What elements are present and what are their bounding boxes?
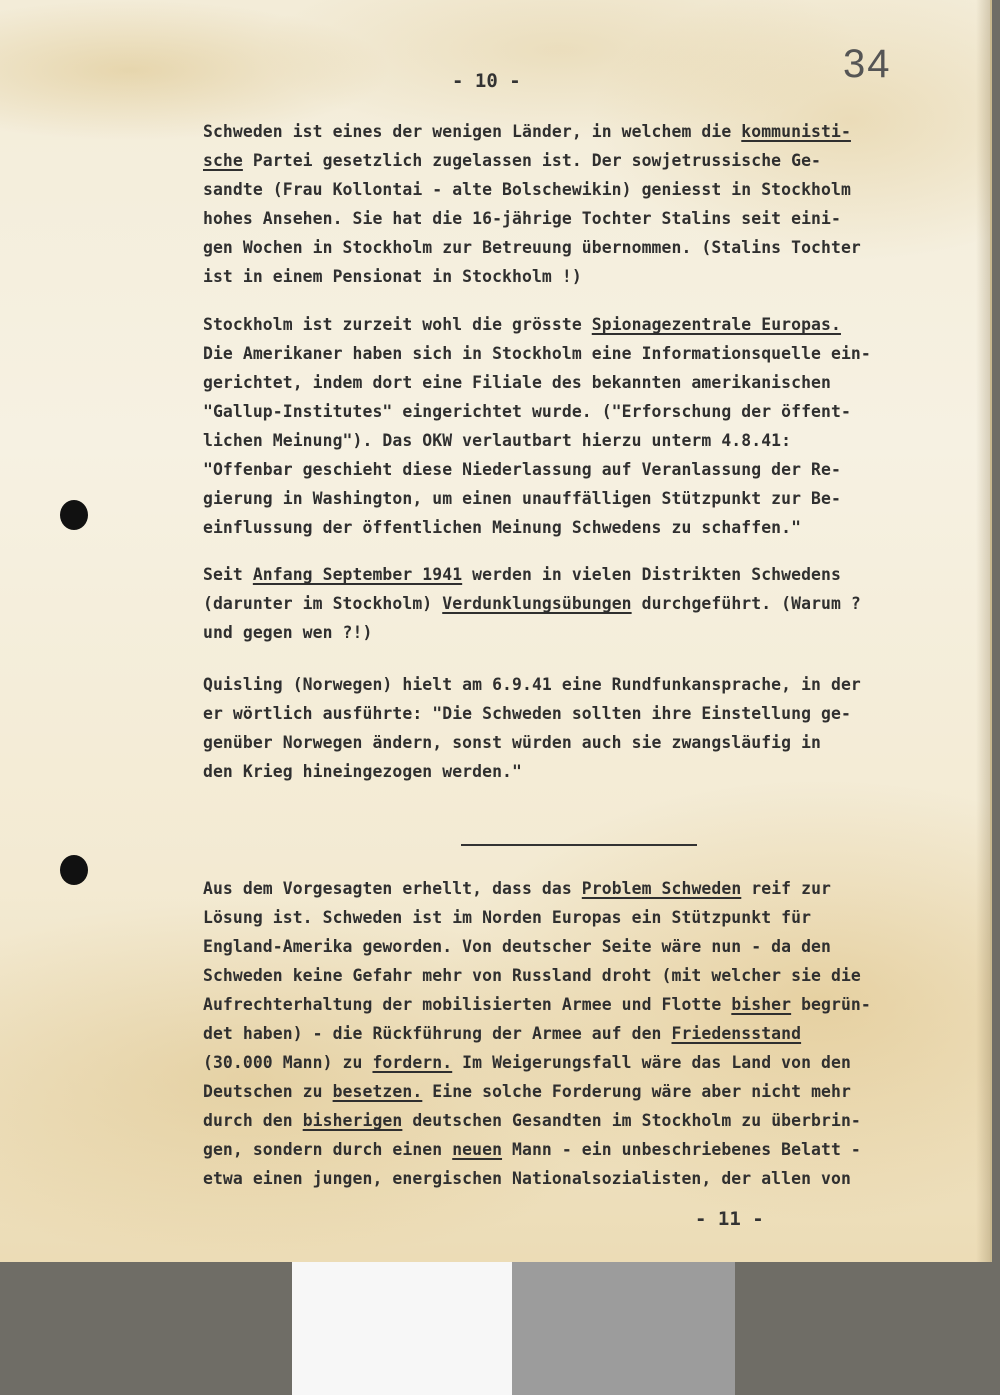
scan-calibration-target [292, 1262, 735, 1395]
text-segment: Im Weigerungsfall wäre das Land von den [452, 1053, 851, 1072]
text-segment: "Gallup-Institutes" eingerichtet wurde. ("Erforschung der öffent- [203, 402, 851, 421]
page-header-number: - 10 - [452, 70, 521, 92]
text-segment: sandte (Frau Kollontai - alte Bolschewikin) geniesst in Stockholm [203, 180, 851, 199]
underlined-text: Anfang September 1941 [252, 565, 463, 584]
text-segment: Mann - ein unbeschriebenes Belatt - [502, 1140, 861, 1159]
text-segment: gen Wochen in Stockholm zur Betreuung übernommen. (Stalins Tochter [203, 238, 861, 257]
text-segment: (darunter im Stockholm) [203, 594, 443, 613]
text-line [203, 589, 861, 618]
text-line [203, 1135, 871, 1164]
text-line [203, 426, 871, 455]
text-segment: det haben) - die Rückführung der Armee auf den [203, 1024, 672, 1043]
text-segment: begrün- [791, 995, 871, 1014]
text-line [203, 1019, 871, 1048]
text-segment: reif zur [741, 879, 832, 898]
text-segment: er wörtlich ausführte: "Die Schweden sollten ihre Einstellung ge- [203, 704, 851, 723]
text-segment: und gegen wen ?!) [203, 623, 373, 642]
paragraph-problem-sweden [203, 874, 871, 1193]
text-segment: Quisling (Norwegen) hielt am 6.9.41 eine Rundfunkansprache, in der [203, 675, 861, 694]
text-segment: durchgeführt. (Warum ? [631, 594, 861, 613]
text-line [203, 368, 871, 397]
calibration-gray-patch [512, 1262, 735, 1395]
text-line [203, 903, 871, 932]
paragraph-communist-party [203, 117, 861, 291]
text-segment: Seit [203, 565, 253, 584]
text-segment: Die Amerikaner haben sich in Stockholm eine Informationsquelle ein- [203, 344, 871, 363]
paragraph-espionage [203, 310, 871, 542]
text-segment: deutschen Gesandten im Stockholm zu überbrin- [402, 1111, 861, 1130]
text-line [203, 874, 871, 903]
underlined-text: bisher [731, 995, 792, 1014]
text-segment: werden in vielen Distrikten Schwedens [462, 565, 841, 584]
underlined-text: sche [203, 151, 243, 170]
text-line [203, 117, 861, 146]
underlined-text: Verdunklungsübungen [442, 594, 632, 613]
text-line [203, 699, 861, 728]
text-segment: Aus dem Vorgesagten erhellt, dass das [203, 879, 582, 898]
text-segment: (30.000 Mann) zu [203, 1053, 373, 1072]
text-line [203, 728, 861, 757]
text-line [203, 961, 871, 990]
text-segment: Deutschen zu [203, 1082, 333, 1101]
page-footer-number: - 11 - [695, 1208, 764, 1230]
underlined-text: Friedensstand [671, 1024, 802, 1043]
underlined-text: bisherigen [302, 1111, 403, 1130]
text-line [203, 310, 871, 339]
section-divider [461, 844, 697, 846]
underlined-text: fordern. [372, 1053, 453, 1072]
text-line [203, 670, 861, 699]
text-segment: Eine solche Forderung wäre aber nicht mehr [422, 1082, 851, 1101]
text-segment: Schweden keine Gefahr mehr von Russland droht (mit welcher sie die [203, 966, 861, 985]
text-line [203, 560, 861, 589]
underlined-text: Problem Schweden [581, 879, 742, 898]
punch-hole-upper [60, 500, 88, 530]
paragraph-quisling [203, 670, 861, 786]
text-segment: gierung in Washington, um einen unauffälligen Stützpunkt zur Be- [203, 489, 841, 508]
text-segment: Stockholm ist zurzeit wohl die grösste [203, 315, 592, 334]
text-line [203, 262, 861, 291]
underlined-text: besetzen. [332, 1082, 423, 1101]
text-line [203, 233, 861, 262]
text-line [203, 175, 861, 204]
underlined-text: Spionagezentrale Europas. [591, 315, 841, 334]
text-segment: England-Amerika geworden. Von deutscher Seite wäre nun - da den [203, 937, 831, 956]
text-line [203, 932, 871, 961]
text-line [203, 1106, 871, 1135]
text-line [203, 1048, 871, 1077]
text-segment: genüber Norwegen ändern, sonst würden auch sie zwangsläufig in [203, 733, 822, 752]
text-line [203, 397, 871, 426]
underlined-text: kommunisti- [741, 122, 851, 141]
text-line [203, 339, 871, 368]
text-segment: durch den [203, 1111, 303, 1130]
text-segment: gen, sondern durch einen [203, 1140, 453, 1159]
text-segment: den Krieg hineingezogen werden." [203, 762, 522, 781]
text-line [203, 990, 871, 1019]
text-segment: Lösung ist. Schweden ist im Norden Europas ein Stützpunkt für [203, 908, 812, 927]
page-edge-shadow [976, 0, 990, 1262]
text-segment: einflussung der öffentlichen Meinung Schwedens zu schaffen." [203, 518, 802, 537]
text-line [203, 757, 861, 786]
text-segment: etwa einen jungen, energischen Nationalsozialisten, der allen von [203, 1169, 851, 1188]
text-segment: Partei gesetzlich zugelassen ist. Der sowjetrussische Ge- [242, 151, 822, 170]
text-segment: Aufrechterhaltung der mobilisierten Armee und Flotte [203, 995, 732, 1014]
text-segment: ist in einem Pensionat in Stockholm !) [203, 267, 582, 286]
underlined-text: neuen [452, 1140, 503, 1159]
punch-hole-lower [60, 855, 88, 885]
text-segment: hohes Ansehen. Sie hat die 16-jährige Tochter Stalins seit eini- [203, 209, 841, 228]
text-line [203, 618, 861, 647]
text-line [203, 146, 861, 175]
text-segment: lichen Meinung"). Das OKW verlautbart hierzu unterm 4.8.41: [203, 431, 792, 450]
text-line [203, 513, 871, 542]
text-line [203, 204, 861, 233]
folio-number: 34 [843, 42, 892, 86]
text-line [203, 484, 871, 513]
text-segment: Schweden ist eines der wenigen Länder, in welchem die [203, 122, 742, 141]
paragraph-blackout-exercises [203, 560, 861, 647]
text-line [203, 1077, 871, 1106]
text-segment: gerichtet, indem dort eine Filiale des bekannten amerikanischen [203, 373, 831, 392]
text-line [203, 455, 871, 484]
text-line [203, 1164, 871, 1193]
text-segment: "Offenbar geschieht diese Niederlassung auf Veranlassung der Re- [203, 460, 841, 479]
